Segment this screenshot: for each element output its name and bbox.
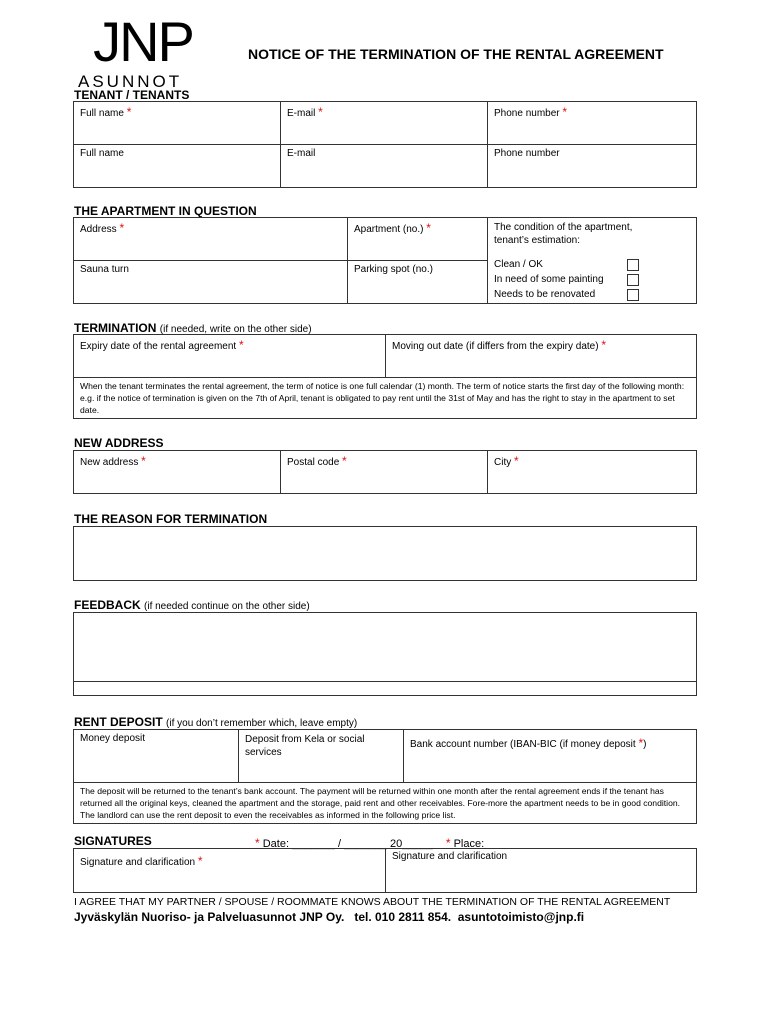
required-mark: * bbox=[638, 736, 644, 750]
kela-deposit-field[interactable] bbox=[238, 729, 404, 783]
bank-account-field[interactable] bbox=[403, 729, 697, 783]
postal-code-label: Postal code bbox=[287, 457, 340, 468]
postal-code-field[interactable] bbox=[280, 450, 488, 494]
money-deposit-label: Money deposit bbox=[80, 733, 146, 744]
required-mark: * bbox=[126, 105, 132, 119]
condition-clean-checkbox[interactable] bbox=[627, 259, 639, 271]
reason-textarea[interactable] bbox=[73, 526, 697, 581]
apartment-no-label: Apartment (no.) bbox=[354, 224, 424, 235]
logo-subtitle: ASUNNOT bbox=[78, 72, 183, 91]
footer-contact: Jyväskylän Nuoriso- ja Palveluasunnot JNP Oy. tel. 010 2811 854. asuntotoimisto@jnp.fi bbox=[74, 910, 585, 924]
money-deposit-field[interactable] bbox=[73, 729, 239, 783]
address-label: Address bbox=[80, 224, 117, 235]
required-mark: * bbox=[119, 221, 125, 235]
signatures-heading: SIGNATURES bbox=[74, 834, 152, 848]
page-title: NOTICE OF THE TERMINATION OF THE RENTAL AGREEMENT bbox=[248, 46, 664, 62]
tenant2-email-label: E-mail bbox=[287, 148, 316, 159]
date-line[interactable]: Date: _______ / _______ 20_____ bbox=[262, 838, 433, 850]
bank-account-label-end: ) bbox=[643, 739, 647, 750]
new-address-heading: NEW ADDRESS bbox=[74, 436, 164, 450]
condition-option-label: In need of some painting bbox=[494, 274, 604, 285]
condition-painting-checkbox[interactable] bbox=[627, 274, 639, 286]
tenant2-fullname-field[interactable] bbox=[73, 144, 281, 188]
expiry-date-label: Expiry date of the rental agreement bbox=[80, 341, 237, 352]
condition-option[interactable] bbox=[494, 287, 690, 302]
new-address-field[interactable] bbox=[73, 450, 281, 494]
signature1-label: Signature and clarification bbox=[80, 857, 196, 868]
condition-option[interactable] bbox=[494, 272, 690, 287]
address-field[interactable] bbox=[73, 217, 348, 261]
parking-label: Parking spot (no.) bbox=[354, 264, 433, 275]
required-mark: * bbox=[514, 454, 519, 468]
termination-heading-note: (if needed, write on the other side) bbox=[159, 324, 312, 335]
feedback-heading bbox=[74, 598, 310, 612]
condition-label: The condition of the apartment, tenant’s estimation: bbox=[494, 222, 633, 246]
condition-renovate-checkbox[interactable] bbox=[627, 289, 639, 301]
tenant1-email-label: E-mail bbox=[287, 108, 316, 119]
condition-option-label: Needs to be renovated bbox=[494, 289, 596, 300]
tenant2-email-field[interactable] bbox=[280, 144, 488, 188]
feedback-heading-note: (if needed continue on the other side) bbox=[144, 601, 310, 612]
signature2-label: Signature and clarification bbox=[392, 851, 508, 862]
deposit-heading bbox=[74, 715, 357, 729]
signature2-field[interactable] bbox=[385, 848, 697, 893]
city-label: City bbox=[494, 457, 512, 468]
tenant1-fullname-field[interactable] bbox=[73, 101, 281, 145]
agreement-statement: I AGREE THAT MY PARTNER / SPOUSE / ROOMMATE KNOWS ABOUT THE TERMINATION OF THE RENTAL AGREEMENT bbox=[74, 896, 671, 908]
required-mark: * bbox=[238, 338, 244, 352]
kela-deposit-label: Deposit from Kela or social services bbox=[245, 734, 365, 758]
moving-out-date-label: Moving out date (if differs from the expiry date) bbox=[392, 341, 599, 352]
logo bbox=[78, 10, 208, 92]
tenant1-fullname-label: Full name bbox=[80, 108, 124, 119]
required-mark: * bbox=[601, 338, 607, 352]
tenant2-phone-field[interactable] bbox=[487, 144, 697, 188]
tenant1-phone-label: Phone number bbox=[494, 108, 560, 119]
sauna-field[interactable] bbox=[73, 260, 348, 304]
required-mark: * bbox=[141, 454, 146, 468]
required-mark: * bbox=[197, 854, 203, 868]
required-mark: * bbox=[426, 221, 431, 235]
termination-heading bbox=[74, 321, 312, 335]
expiry-date-field[interactable] bbox=[73, 334, 386, 378]
apartment-heading: THE APARTMENT IN QUESTION bbox=[74, 204, 257, 218]
moving-out-date-field[interactable] bbox=[385, 334, 697, 378]
tenant1-email-field[interactable] bbox=[280, 101, 488, 145]
apartment-no-field[interactable] bbox=[347, 217, 488, 261]
tenant2-phone-label: Phone number bbox=[494, 148, 560, 159]
tenant1-phone-field[interactable] bbox=[487, 101, 697, 145]
signature1-field[interactable] bbox=[73, 848, 386, 893]
bank-account-label: Bank account number (IBAN-BIC (if money deposit bbox=[410, 739, 636, 750]
feedback-textarea[interactable] bbox=[73, 612, 697, 682]
sauna-label: Sauna turn bbox=[80, 264, 129, 275]
termination-heading-text: TERMINATION bbox=[74, 321, 157, 335]
required-mark: * bbox=[318, 105, 323, 119]
required-mark: * bbox=[445, 836, 451, 850]
condition-panel bbox=[487, 217, 697, 304]
tenant2-fullname-label: Full name bbox=[80, 148, 124, 159]
required-mark: * bbox=[255, 836, 260, 850]
reason-heading: THE REASON FOR TERMINATION bbox=[74, 512, 268, 526]
required-mark: * bbox=[562, 105, 568, 119]
deposit-heading-text: RENT DEPOSIT bbox=[74, 715, 163, 729]
termination-notice: When the tenant terminates the rental agreement, the term of notice is one full calendar (1) month. The term of notice starts the first day of the following month: e.g. if the notice of termination is given on the 7th of April, tenant is obligated to pay rent until the 31st of May and has the right to stay in the apartment to set date. bbox=[73, 377, 697, 419]
condition-option[interactable] bbox=[494, 257, 690, 272]
logo-mark: JNP bbox=[93, 10, 193, 73]
new-address-label: New address bbox=[80, 457, 139, 468]
city-field[interactable] bbox=[487, 450, 697, 494]
feedback-extra-line[interactable] bbox=[73, 681, 697, 696]
deposit-heading-note: (if you don’t remember which, leave empty) bbox=[166, 718, 358, 729]
condition-option-label: Clean / OK bbox=[494, 259, 543, 270]
parking-field[interactable] bbox=[347, 260, 488, 304]
tenants-heading: TENANT / TENANTS bbox=[74, 88, 190, 102]
place-label[interactable]: Place: bbox=[453, 838, 485, 850]
deposit-notice: The deposit will be returned to the tenant’s bank account. The payment will be returned within one month after the rental agreement ends if the tenant has returned all the original keys, cleaned the apartment and the storage, paid rent and other receivables. Fore-more the apartment needs to be in good condition. The landlord can use the rent deposit to even the receivables as informed in the following price list. bbox=[73, 782, 697, 824]
required-mark: * bbox=[342, 454, 347, 468]
feedback-heading-text: FEEDBACK bbox=[74, 598, 141, 612]
